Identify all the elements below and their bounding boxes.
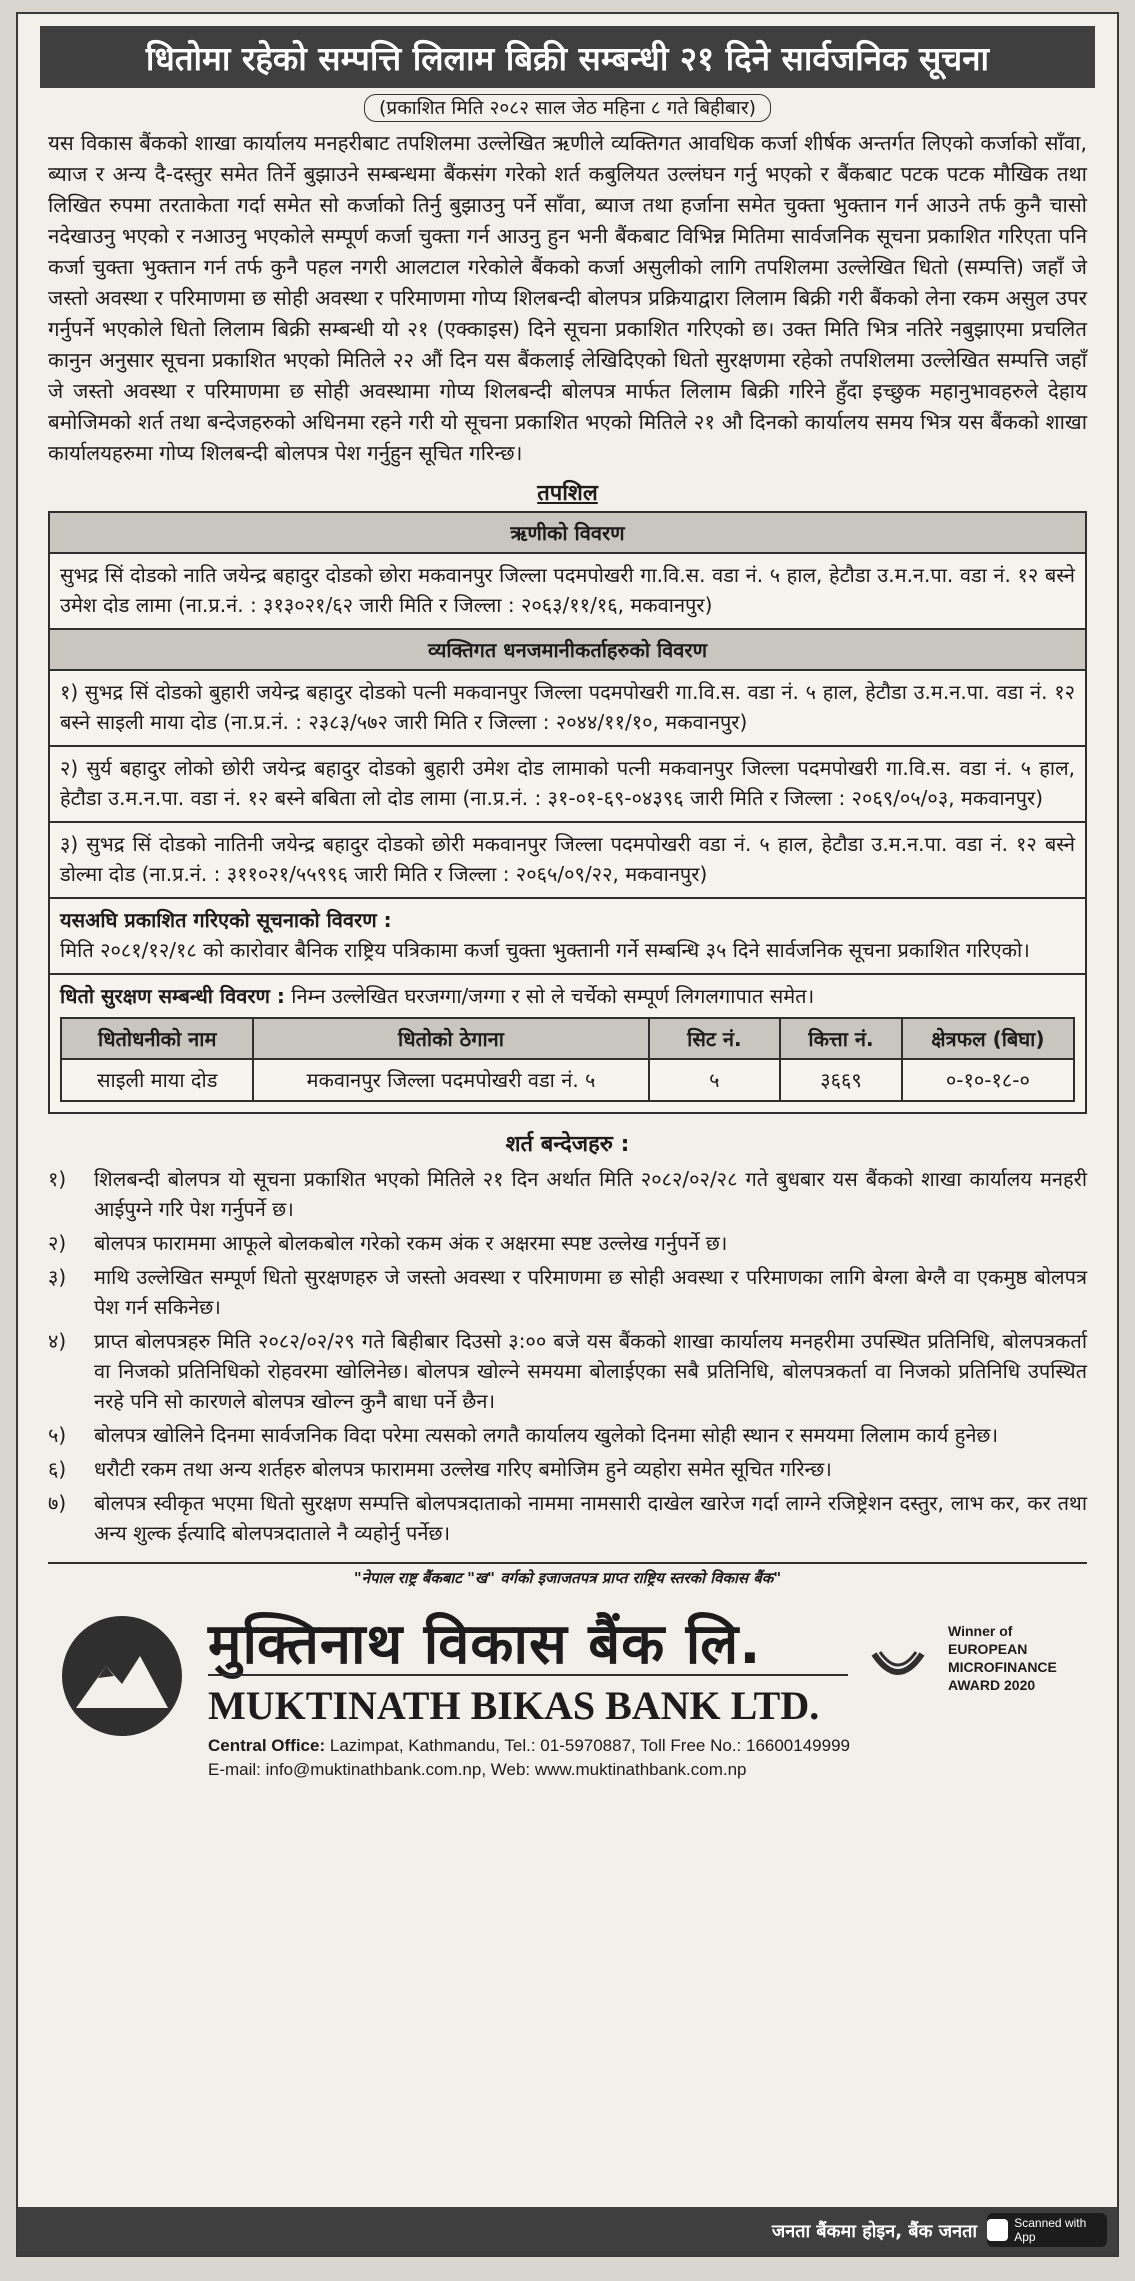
cell-kitta-no: ३६६९ — [780, 1059, 902, 1101]
bank-name-nepali: मुक्तिनाथ विकास बैंक लि. — [208, 1612, 762, 1677]
collateral-header-row — [61, 1018, 1074, 1059]
award-text — [948, 1622, 1057, 1694]
office-address — [208, 1736, 850, 1756]
condition-text: शिलबन्दी बोलपत्र यो सूचना प्रकाशित भएको मितिले २१ दिन अर्थात मिति २०८२/०२/२८ गते बुधबार यस बैंकको शाखा कार्यालय मनहरी आईपुग्ने गरि पेश गर्नुपर्ने छ। — [94, 1167, 1087, 1221]
col-kitta-no: कित्ता नं. — [780, 1018, 902, 1059]
col-sheet-no: सिट नं. — [649, 1018, 781, 1059]
award-line: MICROFINANCE — [948, 1659, 1057, 1675]
bank-name-english: MUKTINATH BIKAS BANK LTD. — [208, 1683, 820, 1728]
award-laurel-icon — [868, 1632, 928, 1692]
contact-email-web: E-mail: info@muktinathbank.com.np, Web: www.muktinathbank.com.np — [208, 1760, 747, 1779]
scanner-app-icon — [987, 2219, 1008, 2241]
cell-address: मकवानपुर जिल्ला पदमपोखरी वडा नं. ५ — [253, 1059, 648, 1101]
cell-area: ०-१०-१८-० — [902, 1059, 1074, 1101]
condition-text: माथि उल्लेखित सम्पूर्ण धितो सुरक्षणहरु जे जस्तो अवस्था र परिमाणमा छ सोही अवस्था र परिमाणका लागि बेग्ला बेग्लै वा एकमुष्ठ बोलपत्र पेश गर्न सकिनेछ। — [94, 1265, 1087, 1319]
scanner-label: Scanned with App — [1014, 2216, 1087, 2244]
award-line: EUROPEAN — [948, 1641, 1028, 1657]
cell-sheet-no: ५ — [649, 1059, 781, 1101]
condition-number: २) — [48, 1231, 67, 1255]
details-box — [48, 511, 1087, 1114]
previous-notice — [50, 899, 1085, 975]
previous-notice-heading: यसअघि प्रकाशित गरिएको सूचनाको विवरण : — [60, 908, 392, 932]
guarantor-item-2: २) सुर्य बहादुर लोको छोरी जयेन्द्र बहादुर दोडको बुहारी उमेश दोड लामाको पत्नी मकवानपुर जिल्ला पदमपोखरी गा.वि.स. वडा नं. ५ हाल, हेटौडा उ.म.न.पा. वडा नं. १२ बस्ने बबिता लो दोड लामा (ना.प्र.नं. : ३१-०१-६९-०४३९६ जारी मिति र जिल्ला : २०६९/०५/०३, मकवानपुर) — [50, 747, 1085, 823]
collateral-table — [60, 1017, 1075, 1102]
condition-number: ५) — [48, 1423, 67, 1447]
list-item — [48, 1454, 1087, 1484]
condition-number: १) — [48, 1167, 67, 1191]
bank-name-rule — [208, 1674, 848, 1676]
condition-text: धरौटी रकम तथा अन्य शर्तहरु बोलपत्र फाराममा उल्लेख गरिए बमोजिम हुने व्यहोरा समेत सूचित गरिन्छ। — [94, 1457, 832, 1481]
condition-number: ६) — [48, 1457, 67, 1481]
conditions-heading: शर्त बन्देजहरु : — [505, 1132, 630, 1157]
footer-divider — [48, 1562, 1087, 1564]
license-tagline: "नेपाल राष्ट्र बैंकबाट "ख" वर्गको इजाजतपत्र प्राप्त राष्ट्रिय स्तरको विकास बैंक" — [353, 1569, 782, 1587]
table-row — [61, 1059, 1074, 1101]
publish-date-line — [18, 94, 1117, 120]
col-address: धितोको ठेगाना — [253, 1018, 648, 1059]
conditions-list — [48, 1164, 1087, 1548]
collateral-section — [50, 975, 1085, 1011]
condition-text: बोलपत्र फाराममा आफूले बोलकबोल गरेको रकम अंक र अक्षरमा स्पष्ट उल्लेख गर्नुपर्ने छ। — [94, 1231, 728, 1255]
list-item — [48, 1164, 1087, 1224]
list-item — [48, 1488, 1087, 1548]
borrower-heading: ऋणीको विवरण — [50, 513, 1085, 554]
borrower-details: सुभद्र सिं दोडको नाति जयेन्द्र बहादुर दोडको छोरा मकवानपुर जिल्ला पदमपोखरी गा.वि.स. वडा नं. ५ हाल, हेटौडा उ.म.न.पा. वडा नं. १२ बस्ने उमेश दोड लामा (ना.प्र.नं. : ३१३०२१/६२ जारी मिति र जिल्ला : २०६३/११/१६, मकवानपुर) — [50, 554, 1085, 630]
tapsil-heading: तपशिल — [537, 481, 598, 506]
condition-text: प्राप्त बोलपत्रहरु मिति २०८२/०२/२९ गते बिहीबार दिउसो ३:०० बजे यस बैंकको शाखा कार्यालय मनहरीमा उपस्थित प्रतिनिधि, बोलपत्रकर्ता वा निजको प्रतिनिधिको रोहवरमा खोलिनेछ। बोलपत्र खोल्ने समयमा बोलाईएका सबै प्रतिनिधि, बोलपत्रकर्ता वा निजको प्रतिनिधि उपस्थित नरहे पनि सो कारणले बोलपत्र खोल्न कुनै बाधा पर्ने छैन। — [94, 1329, 1087, 1413]
scanner-watermark — [987, 2213, 1107, 2247]
condition-number: ७) — [48, 1491, 67, 1515]
notice-title: धितोमा रहेको सम्पत्ति लिलाम बिक्री सम्बन्धी २१ दिने सार्वजनिक सूचना — [40, 26, 1095, 88]
condition-number: ४) — [48, 1329, 67, 1353]
cell-owner-name: साइली माया दोड — [61, 1059, 253, 1101]
list-item — [48, 1262, 1087, 1322]
collateral-heading: धितो सुरक्षण सम्बन्धी विवरण : — [60, 984, 285, 1008]
previous-notice-text: मिति २०८१/१२/१८ को कारोवार बैनिक राष्ट्रिय पत्रिकामा कर्जा चुक्ता भुक्तानी गर्ने सम्बन्धि ३५ दिने सार्वजनिक सूचना प्रकाशित गरिएको। — [60, 938, 1030, 962]
award-line: Winner of — [948, 1623, 1013, 1639]
office-label: Central Office: — [208, 1736, 326, 1755]
condition-text: बोलपत्र खोलिने दिनमा सार्वजनिक विदा परेमा त्यसको लगतै कार्यालय खुलेको दिनमा सोही स्थान र समयमा लिलाम कार्य हुनेछ। — [94, 1423, 999, 1447]
office-text: Lazimpat, Kathmandu, Tel.: 01-5970887, Toll Free No.: 16600149999 — [329, 1736, 850, 1755]
col-area: क्षेत्रफल (बिघा) — [902, 1018, 1074, 1059]
guarantors-heading: व्यक्तिगत धनजमानीकर्ताहरुको विवरण — [50, 630, 1085, 671]
bank-footer — [48, 1592, 1087, 1782]
bank-logo-icon — [62, 1616, 182, 1736]
guarantor-item-1: १) सुभद्र सिं दोडको बुहारी जयेन्द्र बहादुर दोडको पत्नी मकवानपुर जिल्ला पदमपोखरी गा.वि.स. वडा नं. ५ हाल, हेटौडा उ.म.न.पा. वडा नं. १२ बस्ने साइली माया दोड (ना.प्र.नं. : २३८३/५७२ जारी मिति र जिल्ला : २०४४/११/१०, मकवानपुर) — [50, 671, 1085, 747]
publish-date: (प्रकाशित मिति २०८२ साल जेठ महिना ८ गते बिहीबार) — [364, 94, 771, 122]
list-item — [48, 1228, 1087, 1258]
slogan-bar — [18, 2207, 1117, 2255]
condition-number: ३) — [48, 1265, 67, 1289]
collateral-note: निम्न उल्लेखित घरजग्गा/जग्गा र सो ले चर्चेको सम्पूर्ण लिगलगापात समेत। — [291, 984, 815, 1008]
list-item — [48, 1420, 1087, 1450]
slogan-text: जनता बैंकमा होइन, बैंक जनता — [771, 2221, 977, 2242]
intro-paragraph: यस विकास बैंकको शाखा कार्यालय मनहरीबाट तपशिलमा उल्लेखित ऋणीले व्यक्तिगत आवधिक कर्जा शीर्षक अन्तर्गत लिएको कर्जाको साँवा, ब्याज र अन्य दै-दस्तुर समेत तिर्ने बुझाउने सम्बन्धमा बैंकसंग गरेको शर्त कबुलियत उल्लंघन गर्नु भएको र बैंकबाट पटक पटक मौखिक तथा लिखित रुपमा तरताकेता गर्दा समेत सो कर्जाको तिर्नु बुझाउनु पर्ने साँवा, ब्याज तथा हर्जाना समेत चुक्ता भुक्तान गर्न आउने तर्फ कुनै चासो नदेखाउनु भएको र नआउनु भएकोले सम्पूर्ण कर्जा चुक्ता गर्न आउनु हुन भनी बैंकबाट विभिन्न मितिमा सार्वजनिक सूचना प्रकाशित गरिएता पनि कर्जा चुक्ता भुक्तान गर्न तर्फ कुनै पहल नगरी आलटाल गरेकोले बैंकको कर्जा असुलीको लागि तपशिलमा उल्लेखित धितो (सम्पत्ति) जहाँ जे जस्तो अवस्था र परिमाणमा छ सोही अवस्था र परिमाणमा गोप्य शिलबन्दी बोलपत्र प्रक्रियाद्वारा लिलाम बिक्री गरी बैंकको लेना रकम असुल उपर गर्नुपर्ने भएकोले धितो लिलाम बिक्री सम्बन्धी यो २१ (एक्काइस) दिने सूचना प्रकाशित गरिएको छ। उक्त मिति भित्र नतिरे नबुझाएमा प्रचलित कानुन अनुसार सूचना प्रकाशित भएको मितिले २२ औं दिन यस बैंकलाई लेखिदिएको धितो सुरक्षणमा रहेको तपशिलमा उल्लेखित सम्पत्ति जहाँ जे जस्तो अवस्था र परिमाणमा छ सोही अवस्थामा गोप्य शिलबन्दी बोलपत्र मार्फत लिलाम बिक्री गरिने हुँदा इच्छुक महानुभावहरुले देहाय बमोजिमको शर्त तथा बन्देजहरुको अधिनमा रहने गरी यो सूचना प्रकाशित भएको मितिले २१ औ दिनको कार्यालय समय भित्र यस बैंकको शाखा कार्यालयहरुमा गोप्य शिलबन्दी बोलपत्र पेश गर्नुहुन सूचित गरिन्छ। — [48, 131, 1087, 465]
guarantor-item-3: ३) सुभद्र सिं दोडको नातिनी जयेन्द्र बहादुर दोडको छोरी मकवानपुर जिल्ला पदमपोखरी वडा नं. ५ हाल, हेटौडा उ.म.न.पा. वडा नं. १२ बस्ने डोल्मा दोड (ना.प्र.नं. : ३११०२१/५५९९६ जारी मिति र जिल्ला : २०६५/०९/२२, मकवानपुर) — [50, 823, 1085, 899]
list-item — [48, 1326, 1087, 1416]
col-owner-name: धितोधनीको नाम — [61, 1018, 253, 1059]
notice-page — [16, 12, 1119, 2257]
condition-text: बोलपत्र स्वीकृत भएमा धितो सुरक्षण सम्पत्ति बोलपत्रदाताको नाममा नामसारी दाखेल खारेज गर्दा लाग्ने रजिष्ट्रेशन दस्तुर, लाभ कर, कर तथा अन्य शुल्क ईत्यादि बोलपत्रदाताले नै व्यहोर्नु पर्नेछ। — [94, 1491, 1087, 1545]
award-line: AWARD 2020 — [948, 1677, 1036, 1693]
